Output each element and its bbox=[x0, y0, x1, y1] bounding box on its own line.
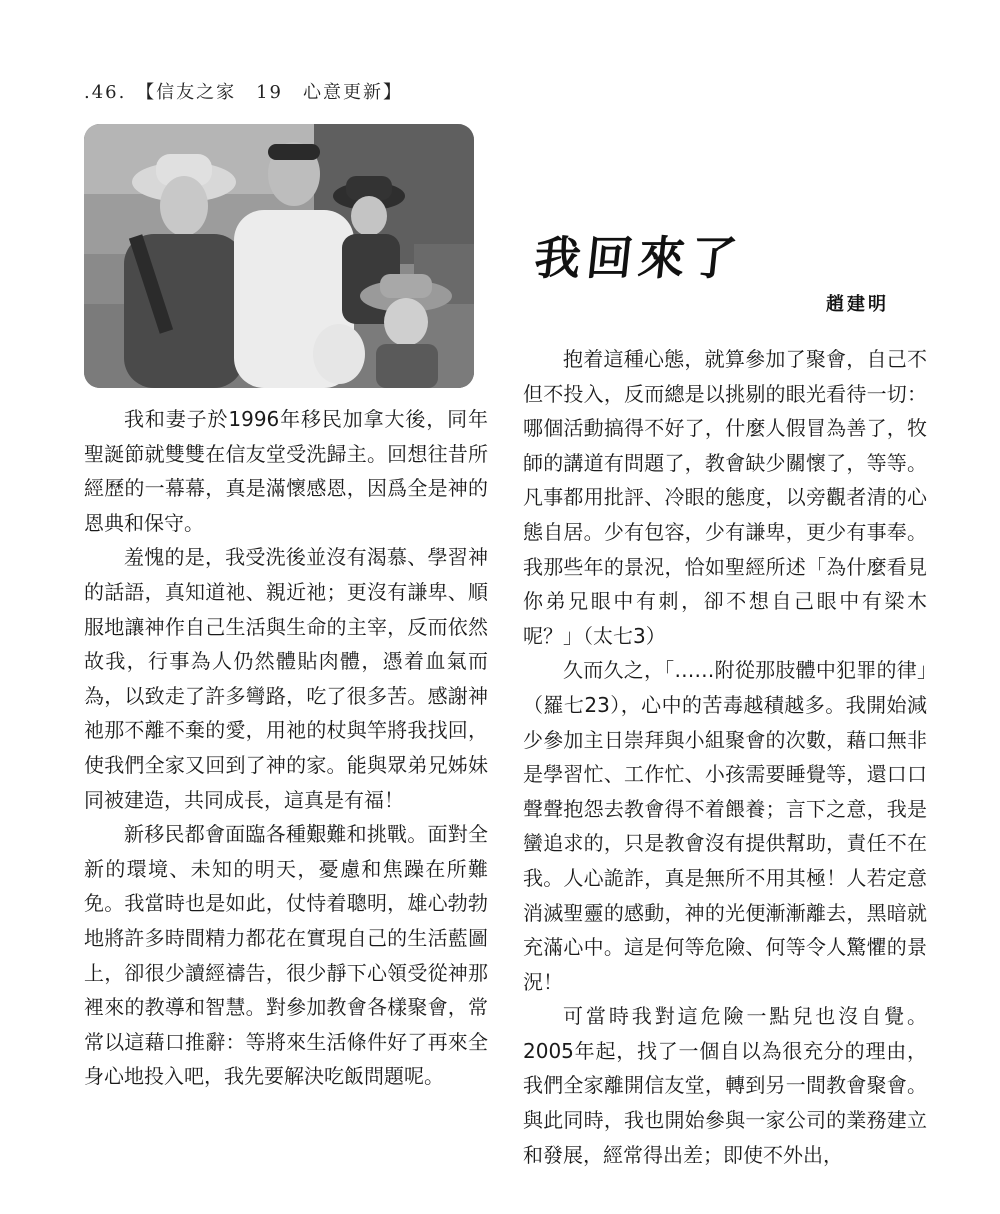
article-title: 我回來了 bbox=[531, 231, 746, 285]
page-number: .46. bbox=[84, 82, 127, 103]
paragraph: 可當時我對這危險一點兒也沒自覺。2005年起，找了一個自以為很充分的理由，我們全家離開信友堂，轉到另一間教會聚會。與此同時，我也開始參與一家公司的業務建立和發展，經常得出差；即使不外出， bbox=[523, 1004, 927, 1167]
paragraph: 新移民都會面臨各種艱難和挑戰。面對全新的環境、未知的明天，憂慮和焦躁在所難免。我當時也是如此，仗恃着聰明，雄心勃勃地將許多時間精力都花在實現自己的生活藍圖上，卻很少讀經禱告，很少靜下心領受從神那裡來的教導和智慧。對參加教會各樣聚會，常常以這藉口推辭：等將來生活條件好了再來全身心地投入吧，我先要解決吃飯問題呢。 bbox=[84, 822, 488, 1089]
paragraph: 抱着這種心態，就算參加了聚會，自己不但不投入，反而總是以挑剔的眼光看待一切：哪個活動搞得不好了，什麼人假冒為善了，牧師的講道有問題了，教會缺少關懷了，等等。凡事都用批評、冷眼的態度，以旁觀者清的心態自居。少有包容，少有謙卑，更少有事奉。我那些年的景況，恰如聖經所述「為什麼看見你弟兄眼中有刺，卻不想自己眼中有梁木呢？」（太七3） bbox=[523, 347, 927, 648]
paragraph: 久而久之，「……附從那肢體中犯罪的律」（羅七23），心中的苦毒越積越多。我開始減少參加主日崇拜與小組聚會的次數，藉口無非是學習忙、工作忙、小孩需要睡覺等，還口口聲聲抱怨去教會得不着餵養；言下之意，我是蠻追求的，只是教會沒有提供幫助，責任不在我。人心詭詐，真是無所不用其極！人若定意消滅聖靈的感動，神的光便漸漸離去，黑暗就充滿心中。這是何等危險、何等令人驚懼的景況！ bbox=[523, 658, 927, 994]
paragraph: 羞愧的是，我受洗後並沒有渴慕、學習神的話語，真知道祂、親近祂；更沒有謙卑、順服地讓神作自己生活與生命的主宰，反而依然故我，行事為人仍然體貼肉體，憑着血氣而為，以致走了許多彎路，吃了很多苦。感謝神祂那不離不棄的愛，用祂的杖與竿將我找回，使我們全家又回到了神的家。能與眾弟兄姊妹同被建造，共同成長，這真是有福！ bbox=[84, 545, 488, 812]
left-column bbox=[84, 402, 488, 1094]
article-author: 趙建明 bbox=[826, 294, 889, 315]
right-column bbox=[523, 342, 927, 1172]
paragraph: 我和妻子於1996年移民加拿大後，同年聖誕節就雙雙在信友堂受洗歸主。回想往昔所經歷的一幕幕，真是滿懷感恩，因爲全是神的恩典和保守。 bbox=[84, 407, 488, 535]
family-photo bbox=[84, 124, 474, 388]
magazine-title: 【信友之家 19 心意更新】 bbox=[136, 82, 403, 103]
page-header bbox=[84, 78, 405, 104]
